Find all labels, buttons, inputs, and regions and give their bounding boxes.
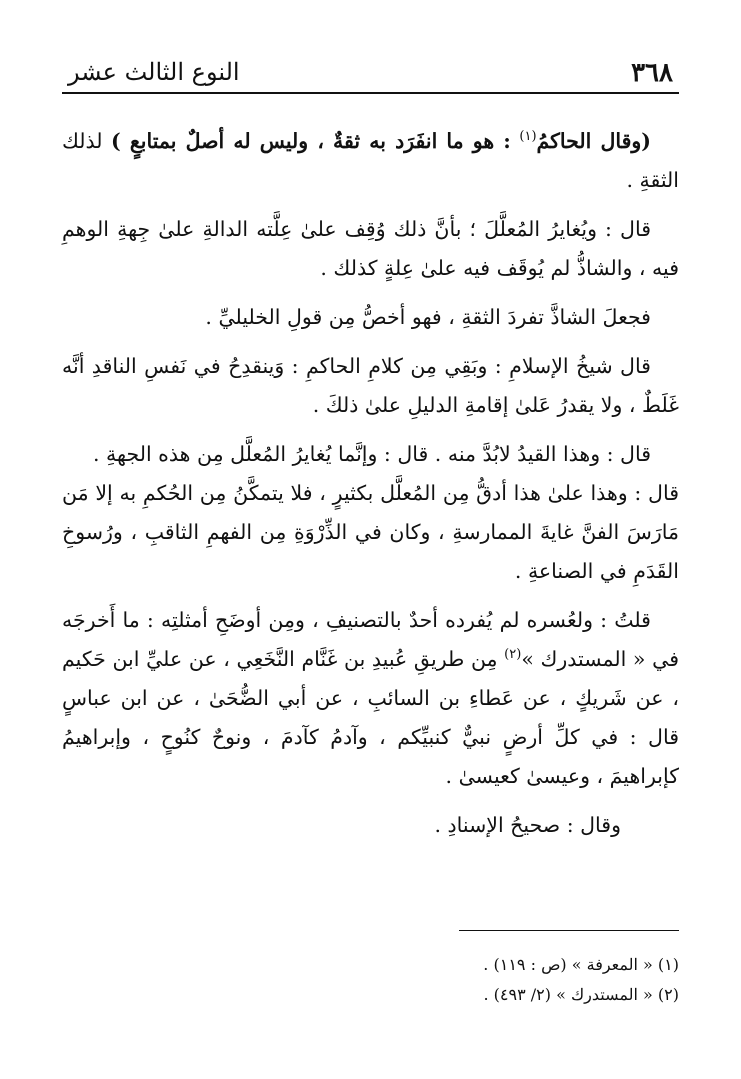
footnote-ref-1[interactable]: (١) <box>519 129 537 145</box>
quoted-definition: : هو ما انفَرَد به ثقةٌ ، وليس له أصلٌ بمتابعٍ ) <box>111 129 511 153</box>
paragraph-text: وقال : صحيحُ الإسنادِ . <box>434 813 621 837</box>
main-text <box>62 122 679 855</box>
footnote-1: (١) « المعرفة » (ص : ١١٩) . <box>483 955 679 974</box>
page-number: ٣٦٨ <box>631 58 673 88</box>
paragraph-text: قال شيخُ الإسلامِ : وبَقِي مِن كلامِ الحاكمِ : وَينقدِحُ في نَفسِ الناقدِ أنَّه غَلَطٌ ، ولا يقدرُ عَلىٰ إقامةِ الدليلِ علىٰ ذلكَ . <box>62 354 679 417</box>
paragraph-text: قلتُ : ولعُسره لم يُفرده أحدٌ بالتصنيفِ ، ومِن أوضَحِ أمثلتِه : ما أَخرجَه في « المستدرك » <box>62 608 679 671</box>
paragraph-text: مِن طريقِ عُبيدِ بن غَنَّام النَّخَعِي ، عن عليِّ ابن حَكيم ، عن شَريكٍ ، عن عَطاءِ بن السائبِ ، عن أبي الضُّحَىٰ ، عن ابن عباسٍ قال : في كلِّ أرضٍ نبيٌّ كنبيِّكم ، وآدمُ كآدمَ ، ونوحٌ كنُوحٍ ، وإبراهيمُ كإبراهيمَ ، وعيسىٰ كعيسىٰ . <box>62 647 679 788</box>
paragraph-example <box>62 601 679 796</box>
paragraph-text: قال : ويُغايرُ المُعلَّلَ ؛ بأنَّ ذلك وُقِف علىٰ عِلَّته الدالةِ علىٰ جِهةِ الوهمِ فيه ، والشاذُّ لم يُوقَف فيه علىٰ عِلةٍ كذلك . <box>62 217 679 280</box>
footnote-ref-2[interactable]: (٢) <box>504 647 522 663</box>
paragraph-condition <box>62 435 679 474</box>
paragraph-text: لذلك الثقةِ . <box>62 129 679 192</box>
page-header <box>62 44 679 94</box>
paragraph-grading <box>62 806 679 845</box>
paragraph-text: قال : وهذا القيدُ لابُدَّ منه . قال : وإنَّما يُغايرُ المُعلَّل مِن هذه الجهةِ . <box>93 442 651 466</box>
running-title: النوع الثالث عشر <box>68 58 240 86</box>
footnote-separator <box>459 930 679 931</box>
paragraph-text: قال : وهذا علىٰ هذا أدقُّ مِن المُعلَّل بكثيرٍ ، فلا يتمكَّنُ مِن الحُكمِ به إلا مَن مَارَسَ الفنَّ غايةَ الممارسةِ ، وكان في الذِّرْوَةِ مِن الفهمِ الثاقبِ ، ورُسوخِ القَدَمِ في الصناعةِ . <box>62 481 679 583</box>
paragraph-text: فجعلَ الشاذَّ تفردَ الثقةِ ، فهو أخصُّ مِن قولِ الخليليِّ . <box>205 305 651 329</box>
paragraph-conclusion <box>62 298 679 337</box>
quoted-definition-open: (وقال الحاكمُ <box>536 129 652 153</box>
paragraph-subtlety <box>62 474 679 591</box>
paragraph-shaykh-al-islam <box>62 347 679 425</box>
paragraph-hakim-definition <box>62 122 679 200</box>
footnotes <box>62 950 679 1010</box>
footnote-2: (٢) « المستدرك » (٢/ ٤٩٣) . <box>483 985 679 1004</box>
paragraph-difference <box>62 210 679 288</box>
